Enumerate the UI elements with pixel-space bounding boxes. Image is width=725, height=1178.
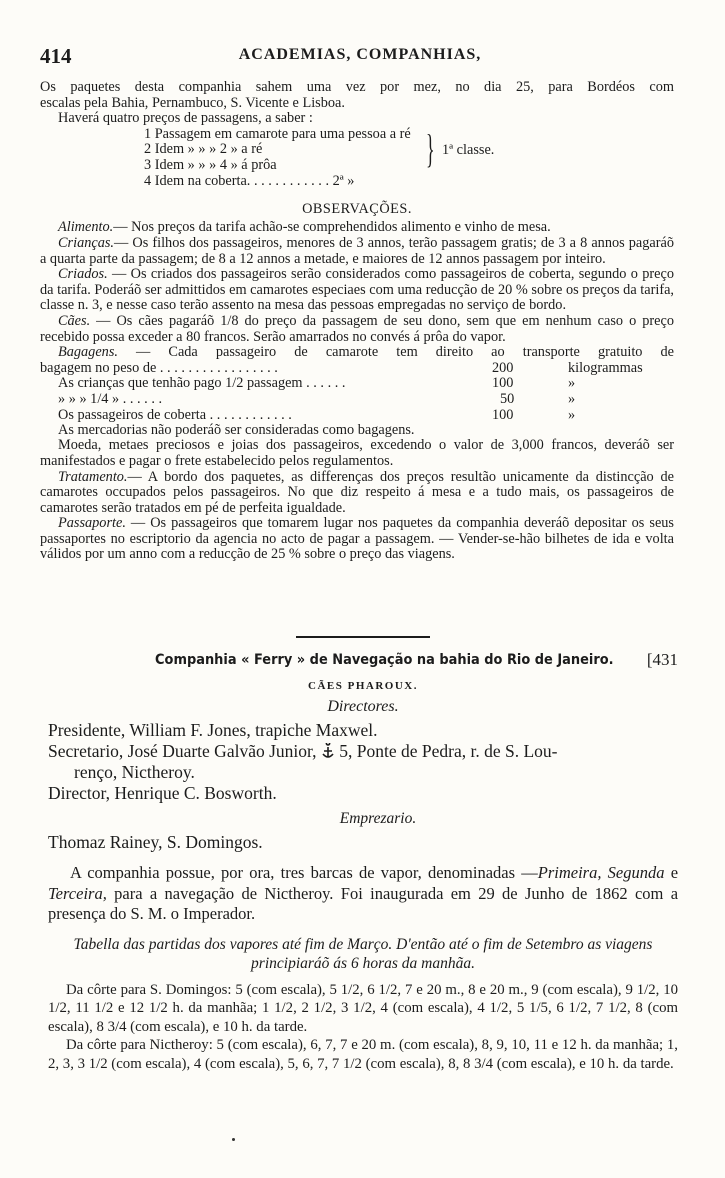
section-paquetes [40, 80, 674, 563]
obs-text: — Nos preços da tarifa achão-se comprehendidos alimento e vinho de mesa. [113, 219, 551, 236]
boat-names: Terceira, [48, 883, 107, 903]
secretario-name: Secretario, José Duarte Galvão Junior, [48, 741, 317, 761]
directors-heading: Directores. [327, 698, 399, 715]
empresario-heading: Emprezario. [339, 810, 417, 827]
company-description [48, 863, 678, 925]
obs-caes [40, 314, 674, 345]
fare-item: 3 Idem » » » 4 » á prôa [144, 156, 277, 173]
obs-label: Crianças. [58, 234, 115, 251]
fare-item: 2 Idem » » » 2 » a ré [144, 141, 263, 158]
obs-text: — Os passageiros que tomarem lugar nos paquetes da companhia deveráõ depositar os seus passaportes no escriptorio da agencia no acto de pagar a passagem. — Vender-se-hão bilhetes de ida e volta válidos por um anno com a reducção de 25 % sobre o preço das viagens. [40, 515, 674, 563]
baggage-value: 100 [492, 375, 514, 392]
baggage-label: As crianças que tenhão pago 1/2 passagem . . . . . . [58, 375, 346, 392]
observacoes-heading: OBSERVAÇÕES. [302, 200, 412, 217]
fare-item: 1 Passagem em camarote para uma pessoa a ré [144, 125, 411, 142]
director-line: Director, Henrique C. Bosworth. [48, 783, 277, 803]
obs-label: Criados. [58, 266, 108, 283]
empresario-line: Thomaz Rainey, S. Domingos. [48, 832, 263, 852]
baggage-unit: » [568, 390, 576, 407]
intro-line-1: Os paquetes desta companhia sahem uma vez por mez, no dia 25, para Bordéos com [40, 79, 674, 95]
obs-text: — Os criados dos passageiros serão considerados como passageiros de coberta, segundo o preço da tarifa. Poderáõ ser admittidos em camarotes especiaes com uma reducção de 20 % sobre os preços da tarifa, classe n. 3, e nesse caso terão assento na mesa das pessoas empregadas no serviço de bordo. [40, 266, 674, 314]
obs-passaporte [40, 516, 674, 563]
baggage-unit: kilogrammas [568, 359, 643, 376]
obs-label: Tratamento. [58, 468, 128, 485]
brace-glyph: } [426, 125, 435, 171]
baggage-label: bagagem no peso de . . . . . . . . . . . . . . . . . [40, 359, 278, 376]
presidente-line: Presidente, William F. Jones, trapiche Maxwel. [48, 720, 378, 740]
baggage-table [40, 361, 674, 423]
secretario-address: 5, Ponte de Pedra, r. de S. Lou- [339, 741, 558, 761]
page-reference: [431 [646, 650, 678, 669]
obs-text: — Os filhos dos passageiros, menores de 3 annos, terão passagem gratis; de 3 a 8 annos pagaráõ a quarta parte da passagem; de 8 a 12 annos a metade, e maiores de 12 annos passagem por inteiro. [40, 234, 674, 267]
desc-part: A companhia possue, por ora, tres barcas de vapor, denominadas — [70, 863, 538, 882]
baggage-value: 200 [492, 359, 514, 376]
desc-part: e [670, 863, 679, 882]
secretario-line [48, 741, 678, 762]
obs-bagagens [40, 345, 674, 361]
page-speck [232, 1138, 235, 1141]
fare-item: 4 Idem na coberta. . . . . . . . . . . . 2ª » [144, 172, 355, 189]
intro-line-2: escalas pela Bahia, Pernambuco, S. Vicente e Lisboa. [40, 94, 345, 111]
obs-label: Bagagens. [58, 344, 118, 361]
departures-sao-domingos: Da côrte para S. Domingos: 5 (com escala), 5 1/2, 6 1/2, 7 e 20 m., 8 e 20 m., 9 (com escala), 9 1/2, 10 1/2, 11 1/2 e 12 1/2 h. da manhãa; 1 1/2, 2 1/2, 3 1/2, 4 (com escala), 4 1/2, 5 1/5, 6 1/2, 7 1/2, 8 (com escala), 8 3/4 (com escala), e 10 h. da tarde. [48, 981, 678, 1035]
running-title: ACADEMIAS, COMPANHIAS, [238, 46, 482, 63]
anchor-icon [321, 743, 335, 759]
page-number: 414 [40, 44, 72, 68]
obs-label: Alimento. [58, 219, 114, 236]
timetable-heading: Tabella das partidas dos vapores até fim de Março. D'então até o fim de Setembro as viagens principiaráõ ás 6 horas da manhãa. [73, 935, 653, 972]
obs-tratamento [40, 470, 674, 517]
moeda-note: Moeda, metaes preciosos e joias dos passageiros, excedendo o valor de 3,000 francos, deveráõ ser manifestados e pagar o frete estabelecido pelos regulamentos. [40, 437, 674, 469]
obs-alimento [40, 220, 674, 236]
directors-list [48, 720, 678, 804]
obs-text: — Os cães pagaráõ 1/8 do preço da passagem de seu dono, sem que em nenhum caso o preço recebido possa exceder a 80 francos. Serão amarrados no convés á prôa do vapor. [40, 312, 674, 345]
baggage-label: Os passageiros de coberta . . . . . . . . . . . . [58, 406, 292, 423]
company-title-text: Companhia « Ferry » de Navegação na bahia do Rio de Janeiro. [155, 652, 614, 668]
obs-criados [40, 267, 674, 314]
page-header [40, 44, 680, 66]
obs-criancas [40, 236, 674, 267]
obs-label: Passaporte. [58, 515, 126, 532]
obs-text: — Cada passageiro de camarote tem direito ao transporte gratuito de [117, 344, 674, 361]
desc-part: para a navegação de Nictheroy. Foi inaugurada em 29 de Junho de 1862 com a presença do S. M. o Imperador. [48, 883, 679, 923]
first-class-label: 1ª classe. [442, 141, 495, 158]
obs-label: Cães. [58, 312, 91, 329]
intro-line-3: Haverá quatro preços de passagens, a saber : [58, 110, 313, 127]
baggage-value: 100 [492, 406, 514, 423]
section-ferry [48, 652, 678, 1073]
baggage-value: 50 [500, 390, 515, 407]
secretario-address-cont: renço, Nictheroy. [74, 762, 195, 782]
baggage-unit: » [568, 375, 576, 392]
baggage-label: » » » 1/4 » . . . . . . [58, 390, 163, 407]
obs-text: — A bordo dos paquetes, as differenças dos preços resultão unicamente da distincção de camarotes occupados pelos passageiros. No que diz respeito á mesa e a tudo mais, os passageiros de camarotes serão tratados em pé de perfeita igualdade. [40, 468, 674, 516]
boat-names: Primeira, Segunda [537, 863, 665, 882]
departures [48, 981, 678, 1074]
company-title [144, 652, 625, 668]
mercadorias-note: As mercadorias não poderáõ ser consideradas como bagagens. [58, 421, 415, 438]
departures-nictheroy: Da côrte para Nictheroy: 5 (com escala), 6, 7, 7 e 20 m. (com escala), 8, 9, 10, 11 e 12 h. da manhãa; 1, 2, 3, 3 1/2 (com escala), 4 (com escala), 5, 6, 7, 7 1/2 (com escala), 8, 8 3/4 (com escala), e 10 h. da tarde. [48, 1037, 678, 1072]
baggage-unit: » [568, 406, 576, 423]
section-divider [296, 636, 430, 638]
company-address: CÃES PHAROUX. [308, 680, 418, 692]
fare-list [144, 127, 674, 191]
